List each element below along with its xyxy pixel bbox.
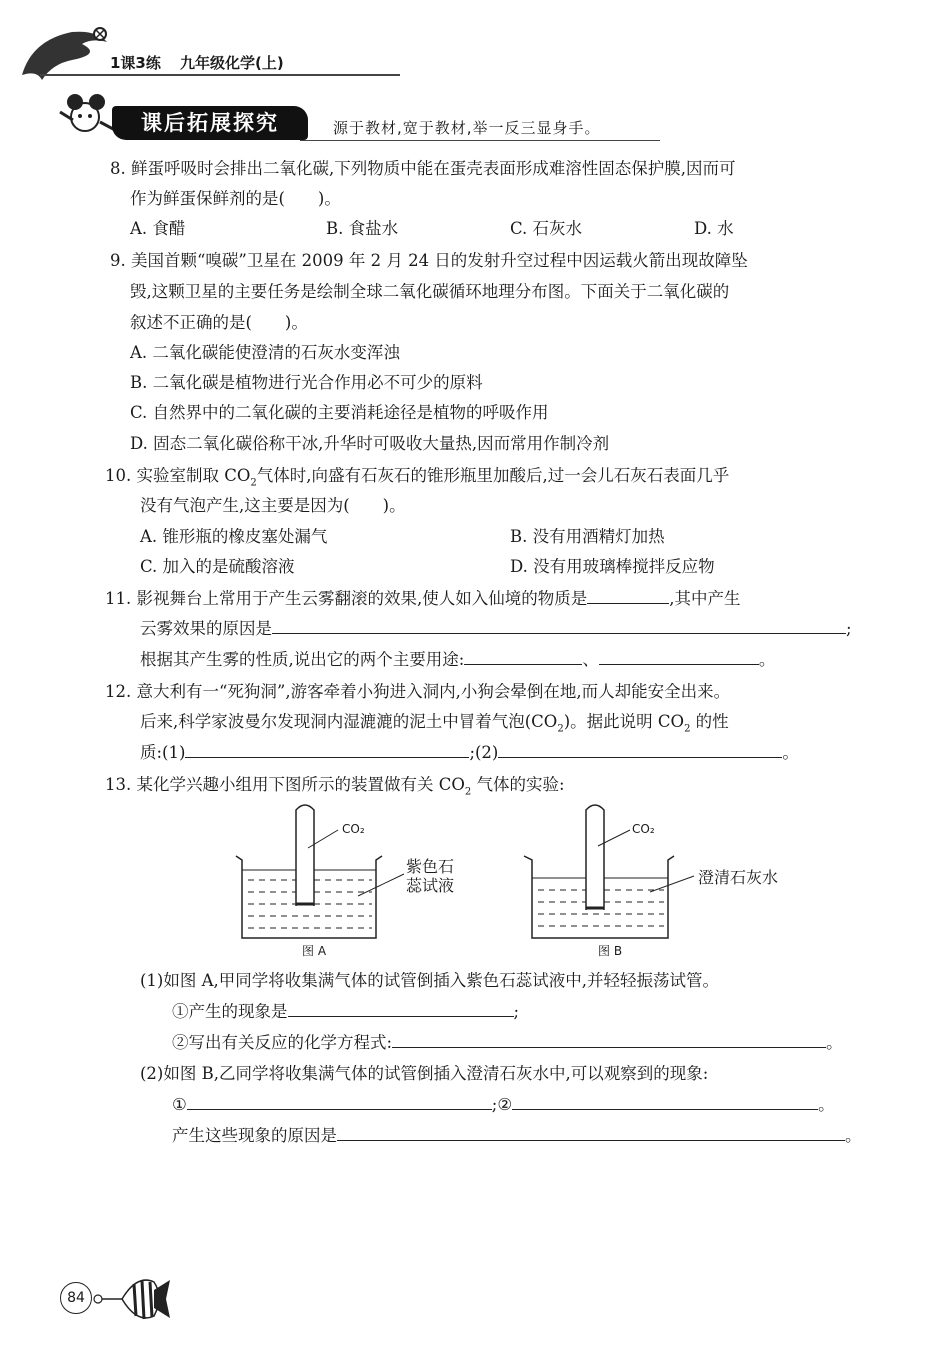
series-title: 1课3练 (110, 54, 161, 72)
q9-option-d: D. 固态二氧化碳俗称干冰,升华时可吸收大量热,因而常用作制冷剂 (130, 434, 610, 453)
q10-line1: 10. 实验室制取 $CO_2$气体时,向盛有石灰石的锥形瓶里加酸后,过一会儿石灰石表面几乎 (105, 466, 730, 489)
banner-rule (300, 140, 660, 141)
page-number: 84 (60, 1282, 92, 1314)
q13-blank-phenomenon-b1[interactable] (187, 1091, 492, 1110)
figure-a-gas-label: CO₂ (342, 822, 365, 836)
q8-line2: 作为鲜蛋保鲜剂的是( )。 (130, 189, 341, 208)
header-rule (40, 74, 400, 76)
q9-line1: 9. 美国首颗“嗅碳”卫星在 2009 年 2 月 24 日的发射升空过程中因运载火箭出现故障坠 (110, 251, 748, 270)
q10-line2: 没有气泡产生,这主要是因为( )。 (140, 496, 406, 515)
q13-part2-a: ① ;② 。 (172, 1090, 835, 1120)
figure-b-liquid-label: 澄清石灰水 (698, 868, 779, 887)
q12-line3: 质:(1) ;(2) 。 (140, 738, 799, 768)
q11-blank-use1[interactable] (464, 646, 582, 665)
q11-line3: 根据其产生雾的性质,说出它的两个主要用途: 、 。 (140, 645, 775, 675)
q8-option-a: A. 食醋 (130, 219, 186, 238)
q13-line1: 13. 某化学兴趣小组用下图所示的装置做有关 $CO_2$ 气体的实验: (105, 775, 565, 798)
book-title: 九年级化学(上) (180, 54, 284, 72)
q9-option-a: A. 二氧化碳能使澄清的石灰水变浑浊 (130, 343, 400, 362)
q11-blank-use2[interactable] (599, 646, 759, 665)
dolphin-logo-icon (12, 20, 122, 90)
q10-option-a: A. 锥形瓶的橡皮塞处漏气 (140, 527, 328, 546)
q11-line2: 云雾效果的原因是 ; (140, 614, 852, 644)
q10-option-c: C. 加入的是硫酸溶液 (140, 557, 295, 576)
q12-line2: 后来,科学家波曼尔发现洞内湿漉漉的泥土中冒着气泡$(CO_2)$。据此说明 $CO_2$ 的性 (140, 712, 729, 735)
section-banner: 课后拓展探究 (112, 106, 308, 140)
q11-blank-reason[interactable] (272, 615, 846, 634)
figure-a-caption: 图 A (302, 944, 327, 958)
q11-line1: 11. 影视舞台上常用于产生云雾翻滚的效果,使人如入仙境的物质是 ,其中产生 (105, 584, 740, 614)
figure-b-gas-label: CO₂ (632, 822, 655, 836)
q13-blank-equation[interactable] (392, 1029, 826, 1048)
q12-blank-1[interactable] (185, 739, 469, 758)
q11-blank-substance[interactable] (587, 585, 669, 604)
q8-option-d: D. 水 (694, 219, 734, 238)
figure-a-liquid-label-2: 蕊试液 (406, 876, 455, 895)
q13-part1-b: ②写出有关反应的化学方程式: 。 (172, 1028, 843, 1058)
q12-blank-2[interactable] (498, 739, 782, 758)
q8-option-c: C. 石灰水 (510, 219, 583, 238)
q9-line2: 毁,这颗卫星的主要任务是绘制全球二氧化碳循环地理分布图。下面关于二氧化碳的 (130, 282, 730, 301)
figure-b-caption: 图 B (598, 944, 623, 958)
q13-blank-phenomenon-b2[interactable] (512, 1091, 818, 1110)
fish-icon (92, 1272, 177, 1327)
q13-blank-phenomenon-a[interactable] (288, 998, 514, 1017)
q9-line3: 叙述不正确的是( )。 (130, 313, 308, 332)
q13-part2: (2)如图 B,乙同学将收集满气体的试管倒插入澄清石灰水中,可以观察到的现象: (140, 1064, 709, 1083)
figure-a-liquid-label-1: 紫色石 (406, 857, 455, 876)
q13-blank-cause[interactable] (337, 1122, 845, 1141)
q8-option-b: B. 食盐水 (326, 219, 399, 238)
q12-line1: 12. 意大利有一“死狗洞”,游客牵着小狗进入洞内,小狗会晕倒在地,而人却能安全出来。 (105, 682, 731, 701)
q8-line1: 8. 鲜蛋呼吸时会排出二氧化碳,下列物质中能在蛋壳表面形成难溶性固态保护膜,因而可 (110, 159, 736, 178)
q10-option-d: D. 没有用玻璃棒搅拌反应物 (510, 557, 715, 576)
section-motto: 源于教材,宽于教材,举一反三显身手。 (333, 119, 601, 137)
q10-option-b: B. 没有用酒精灯加热 (510, 527, 665, 546)
q9-option-b: B. 二氧化碳是植物进行光合作用必不可少的原料 (130, 373, 483, 392)
q9-option-c: C. 自然界中的二氧化碳的主要消耗途径是植物的呼吸作用 (130, 403, 549, 422)
q13-part1: (1)如图 A,甲同学将收集满气体的试管倒插入紫色石蕊试液中,并轻轻振荡试管。 (140, 971, 720, 990)
q13-part1-a: ①产生的现象是 ; (172, 997, 519, 1027)
q13-part2-b: 产生这些现象的原因是 。 (172, 1121, 862, 1151)
